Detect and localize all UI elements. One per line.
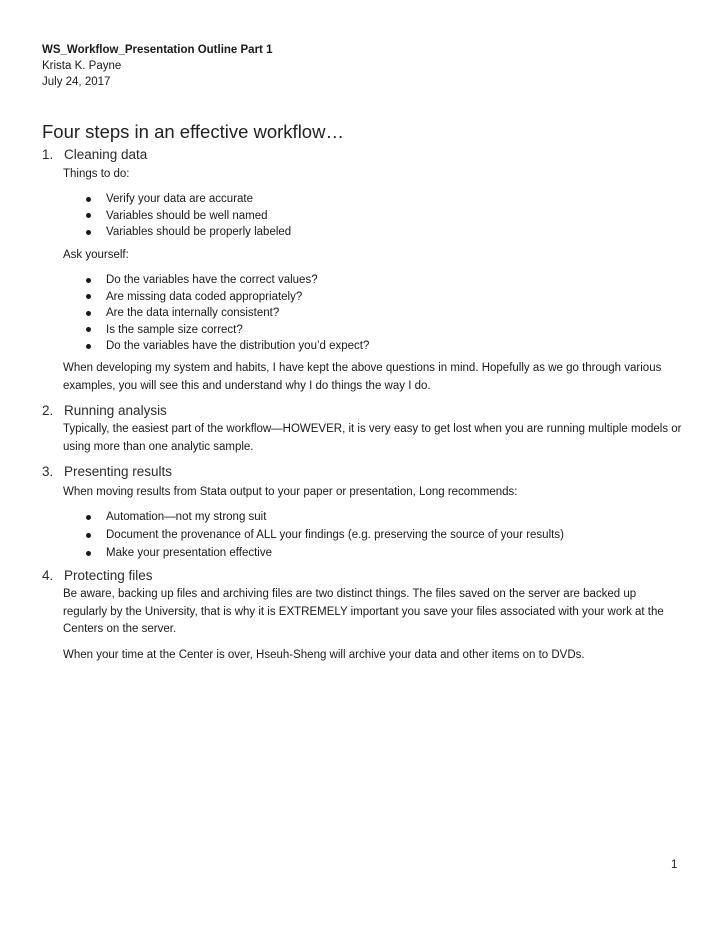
list-item	[85, 224, 291, 241]
list-item-text: Variables should be well named	[106, 209, 268, 222]
running-analysis-paragraph: Typically, the easiest part of the workflow—HOWEVER, it is very easy to get lost when you are running multiple models or using more than one analytic sample.	[63, 423, 682, 453]
list-item-text: Automation—not my strong suit	[106, 511, 267, 523]
list-item-text: Make your presentation effective	[106, 547, 272, 559]
step-number: 3.	[42, 464, 54, 479]
page-number: 1	[671, 859, 678, 871]
bullet-icon	[86, 294, 91, 299]
list-item-text: Variables should be properly labeled	[106, 226, 292, 238]
bullet-icon	[86, 344, 91, 349]
step-heading-presenting-results	[42, 463, 172, 481]
document-author: Krista K. Payne	[42, 60, 122, 72]
list-item	[85, 272, 369, 289]
list-item-text: Are the data internally consistent?	[106, 307, 280, 319]
list-item	[85, 526, 564, 544]
main-heading: Four steps in an effective workflow…	[42, 121, 344, 142]
presenting-results-paragraph: When moving results from Stata output to your paper or presentation, Long recommends:	[63, 486, 518, 498]
bullet-icon	[86, 230, 91, 235]
list-item	[85, 544, 564, 562]
bullet-icon	[86, 311, 91, 316]
bullet-icon	[86, 551, 91, 556]
list-item-text: Are missing data coded appropriately?	[106, 290, 303, 303]
ask-yourself-label: Ask yourself:	[63, 249, 129, 261]
bullet-icon	[86, 327, 91, 332]
step-number: 1.	[42, 147, 54, 162]
list-item-text: Do the variables have the correct values?	[106, 274, 318, 286]
cleaning-closing-paragraph: When developing my system and habits, I have kept the above questions in mind. Hopefully as we go through various examples, you will see this and understand why I do things the way I do.	[63, 362, 662, 392]
bullet-icon	[86, 197, 91, 202]
bullet-icon	[86, 533, 91, 538]
step-title: Cleaning data	[64, 147, 148, 162]
document-title: WS_Workflow_Presentation Outline Part 1	[42, 44, 273, 56]
presenting-results-list	[85, 508, 564, 562]
list-item-text: Is the sample size correct?	[106, 323, 243, 336]
list-item	[85, 208, 291, 225]
archive-paragraph: When your time at the Center is over, Hseuh-Sheng will archive your data and other items on to DVDs.	[63, 649, 585, 661]
list-item	[85, 191, 291, 208]
list-item-text: Verify your data are accurate	[106, 193, 254, 205]
step-heading-protecting-files	[42, 567, 153, 585]
list-item	[85, 338, 369, 355]
bullet-icon	[86, 278, 91, 283]
protecting-files-paragraph: Be aware, backing up files and archiving files are two distinct things. The files saved on the server are backed up regularly by the University, that is why it is EXTREMELY important you save your files associated with your work at the Centers on the server.	[63, 588, 664, 635]
things-to-do-label: Things to do:	[63, 168, 130, 180]
document-date: July 24, 2017	[42, 76, 111, 88]
list-item-text: Do the variables have the distribution you’d expect?	[106, 340, 370, 352]
step-title: Running analysis	[64, 403, 167, 418]
step-number: 2.	[42, 403, 54, 418]
step-number: 4.	[42, 568, 54, 583]
list-item-text: Document the provenance of ALL your findings (e.g. preserving the source of your results)	[106, 529, 564, 541]
step-heading-cleaning-data	[42, 146, 147, 164]
step-title: Protecting files	[64, 568, 153, 583]
bullet-icon	[86, 515, 91, 520]
list-item	[85, 322, 369, 339]
step-title: Presenting results	[64, 464, 173, 479]
list-item	[85, 305, 369, 322]
list-item	[85, 508, 564, 526]
things-to-do-list	[85, 191, 291, 241]
bullet-icon	[86, 213, 91, 218]
ask-yourself-list	[85, 272, 369, 355]
list-item	[85, 289, 369, 306]
step-heading-running-analysis	[42, 402, 167, 420]
